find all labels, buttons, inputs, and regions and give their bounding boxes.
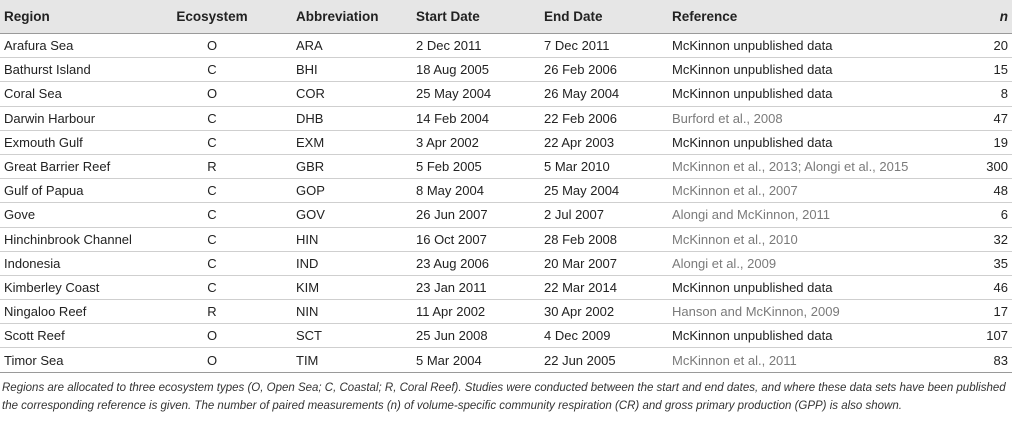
cell-start-date: 5 Mar 2004 — [412, 348, 540, 372]
header-reference: Reference — [668, 0, 962, 34]
cell-n: 32 — [962, 227, 1012, 251]
reference-link[interactable]: Alongi et al., 2009 — [668, 251, 962, 275]
cell-ecosystem: R — [140, 154, 280, 178]
cell-end-date: 4 Dec 2009 — [540, 324, 668, 348]
cell-abbreviation: DHB — [280, 106, 412, 130]
cell-end-date: 2 Jul 2007 — [540, 203, 668, 227]
cell-reference: McKinnon unpublished data — [668, 34, 962, 58]
cell-ecosystem: O — [140, 34, 280, 58]
cell-n: 15 — [962, 58, 1012, 82]
cell-start-date: 11 Apr 2002 — [412, 300, 540, 324]
cell-n: 35 — [962, 251, 1012, 275]
cell-region: Coral Sea — [0, 82, 140, 106]
table-row — [0, 130, 1012, 154]
cell-abbreviation: SCT — [280, 324, 412, 348]
cell-reference: McKinnon unpublished data — [668, 324, 962, 348]
reference-link[interactable]: Alongi and McKinnon, 2011 — [668, 203, 962, 227]
table-row — [0, 227, 1012, 251]
cell-abbreviation: EXM — [280, 130, 412, 154]
table-row — [0, 324, 1012, 348]
cell-end-date: 20 Mar 2007 — [540, 251, 668, 275]
cell-end-date: 26 May 2004 — [540, 82, 668, 106]
cell-end-date: 22 Jun 2005 — [540, 348, 668, 372]
cell-region: Indonesia — [0, 251, 140, 275]
cell-start-date: 26 Jun 2007 — [412, 203, 540, 227]
table-row — [0, 154, 1012, 178]
cell-n: 48 — [962, 179, 1012, 203]
cell-abbreviation: BHI — [280, 58, 412, 82]
cell-abbreviation: TIM — [280, 348, 412, 372]
cell-reference: McKinnon unpublished data — [668, 82, 962, 106]
cell-ecosystem: O — [140, 82, 280, 106]
header-abbreviation: Abbreviation — [280, 0, 412, 34]
table-row — [0, 106, 1012, 130]
cell-ecosystem: C — [140, 130, 280, 154]
cell-n: 6 — [962, 203, 1012, 227]
cell-region: Darwin Harbour — [0, 106, 140, 130]
cell-end-date: 25 May 2004 — [540, 179, 668, 203]
cell-start-date: 5 Feb 2005 — [412, 154, 540, 178]
cell-n: 107 — [962, 324, 1012, 348]
cell-start-date: 16 Oct 2007 — [412, 227, 540, 251]
cell-abbreviation: COR — [280, 82, 412, 106]
cell-region: Bathurst Island — [0, 58, 140, 82]
table-row — [0, 251, 1012, 275]
table-row — [0, 58, 1012, 82]
cell-abbreviation: GBR — [280, 154, 412, 178]
cell-region: Hinchinbrook Channel — [0, 227, 140, 251]
cell-region: Gulf of Papua — [0, 179, 140, 203]
cell-region: Exmouth Gulf — [0, 130, 140, 154]
cell-n: 20 — [962, 34, 1012, 58]
cell-n: 300 — [962, 154, 1012, 178]
cell-start-date: 23 Aug 2006 — [412, 251, 540, 275]
cell-end-date: 22 Mar 2014 — [540, 275, 668, 299]
cell-n: 46 — [962, 275, 1012, 299]
cell-reference: McKinnon unpublished data — [668, 130, 962, 154]
cell-ecosystem: C — [140, 58, 280, 82]
cell-n: 17 — [962, 300, 1012, 324]
cell-end-date: 26 Feb 2006 — [540, 58, 668, 82]
cell-end-date: 28 Feb 2008 — [540, 227, 668, 251]
cell-n: 47 — [962, 106, 1012, 130]
cell-end-date: 22 Feb 2006 — [540, 106, 668, 130]
cell-ecosystem: O — [140, 324, 280, 348]
header-end-date: End Date — [540, 0, 668, 34]
table-caption: Regions are allocated to three ecosystem types (O, Open Sea; C, Coastal; R, Coral Reef). Studies were conducted between the start and end dates, and where these data sets have been published the corresponding reference is given. The number of paired measurements (n) of volume-specific community respiration (CR) and gross primary production (GPP) is also shown. — [2, 381, 1006, 412]
table-row — [0, 348, 1012, 372]
cell-region: Great Barrier Reef — [0, 154, 140, 178]
cell-ecosystem: C — [140, 179, 280, 203]
cell-start-date: 25 Jun 2008 — [412, 324, 540, 348]
table-row — [0, 300, 1012, 324]
cell-region: Timor Sea — [0, 348, 140, 372]
cell-abbreviation: HIN — [280, 227, 412, 251]
cell-reference: McKinnon unpublished data — [668, 58, 962, 82]
cell-region: Gove — [0, 203, 140, 227]
cell-region: Ningaloo Reef — [0, 300, 140, 324]
reference-link[interactable]: McKinnon et al., 2013; Alongi et al., 2015 — [668, 154, 962, 178]
header-start-date: Start Date — [412, 0, 540, 34]
cell-start-date: 3 Apr 2002 — [412, 130, 540, 154]
cell-abbreviation: GOV — [280, 203, 412, 227]
cell-abbreviation: GOP — [280, 179, 412, 203]
cell-region: Scott Reef — [0, 324, 140, 348]
reference-link[interactable]: Hanson and McKinnon, 2009 — [668, 300, 962, 324]
table-row — [0, 82, 1012, 106]
cell-start-date: 8 May 2004 — [412, 179, 540, 203]
table-row — [0, 179, 1012, 203]
table-row — [0, 275, 1012, 299]
cell-ecosystem: O — [140, 348, 280, 372]
cell-ecosystem: C — [140, 203, 280, 227]
cell-start-date: 23 Jan 2011 — [412, 275, 540, 299]
cell-start-date: 18 Aug 2005 — [412, 58, 540, 82]
cell-n: 19 — [962, 130, 1012, 154]
cell-ecosystem: C — [140, 227, 280, 251]
reference-link[interactable]: McKinnon et al., 2010 — [668, 227, 962, 251]
cell-n: 8 — [962, 82, 1012, 106]
cell-end-date: 7 Dec 2011 — [540, 34, 668, 58]
cell-ecosystem: C — [140, 106, 280, 130]
table-body — [0, 34, 1012, 373]
cell-end-date: 22 Apr 2003 — [540, 130, 668, 154]
cell-ecosystem: C — [140, 251, 280, 275]
table-row — [0, 34, 1012, 58]
cell-ecosystem: R — [140, 300, 280, 324]
table-row — [0, 203, 1012, 227]
cell-end-date: 30 Apr 2002 — [540, 300, 668, 324]
header-n: n — [962, 0, 1012, 34]
cell-abbreviation: NIN — [280, 300, 412, 324]
reference-link[interactable]: McKinnon et al., 2007 — [668, 179, 962, 203]
cell-region: Kimberley Coast — [0, 275, 140, 299]
table-header-row — [0, 0, 1012, 34]
cell-abbreviation: KIM — [280, 275, 412, 299]
cell-reference: McKinnon unpublished data — [668, 275, 962, 299]
header-region: Region — [0, 0, 140, 34]
cell-end-date: 5 Mar 2010 — [540, 154, 668, 178]
cell-n: 83 — [962, 348, 1012, 372]
reference-link[interactable]: Burford et al., 2008 — [668, 106, 962, 130]
cell-region: Arafura Sea — [0, 34, 140, 58]
cell-start-date: 2 Dec 2011 — [412, 34, 540, 58]
cell-abbreviation: IND — [280, 251, 412, 275]
reference-link[interactable]: McKinnon et al., 2011 — [668, 348, 962, 372]
cell-start-date: 25 May 2004 — [412, 82, 540, 106]
cell-start-date: 14 Feb 2004 — [412, 106, 540, 130]
cell-ecosystem: C — [140, 275, 280, 299]
cell-abbreviation: ARA — [280, 34, 412, 58]
header-ecosystem: Ecosystem — [140, 0, 280, 34]
